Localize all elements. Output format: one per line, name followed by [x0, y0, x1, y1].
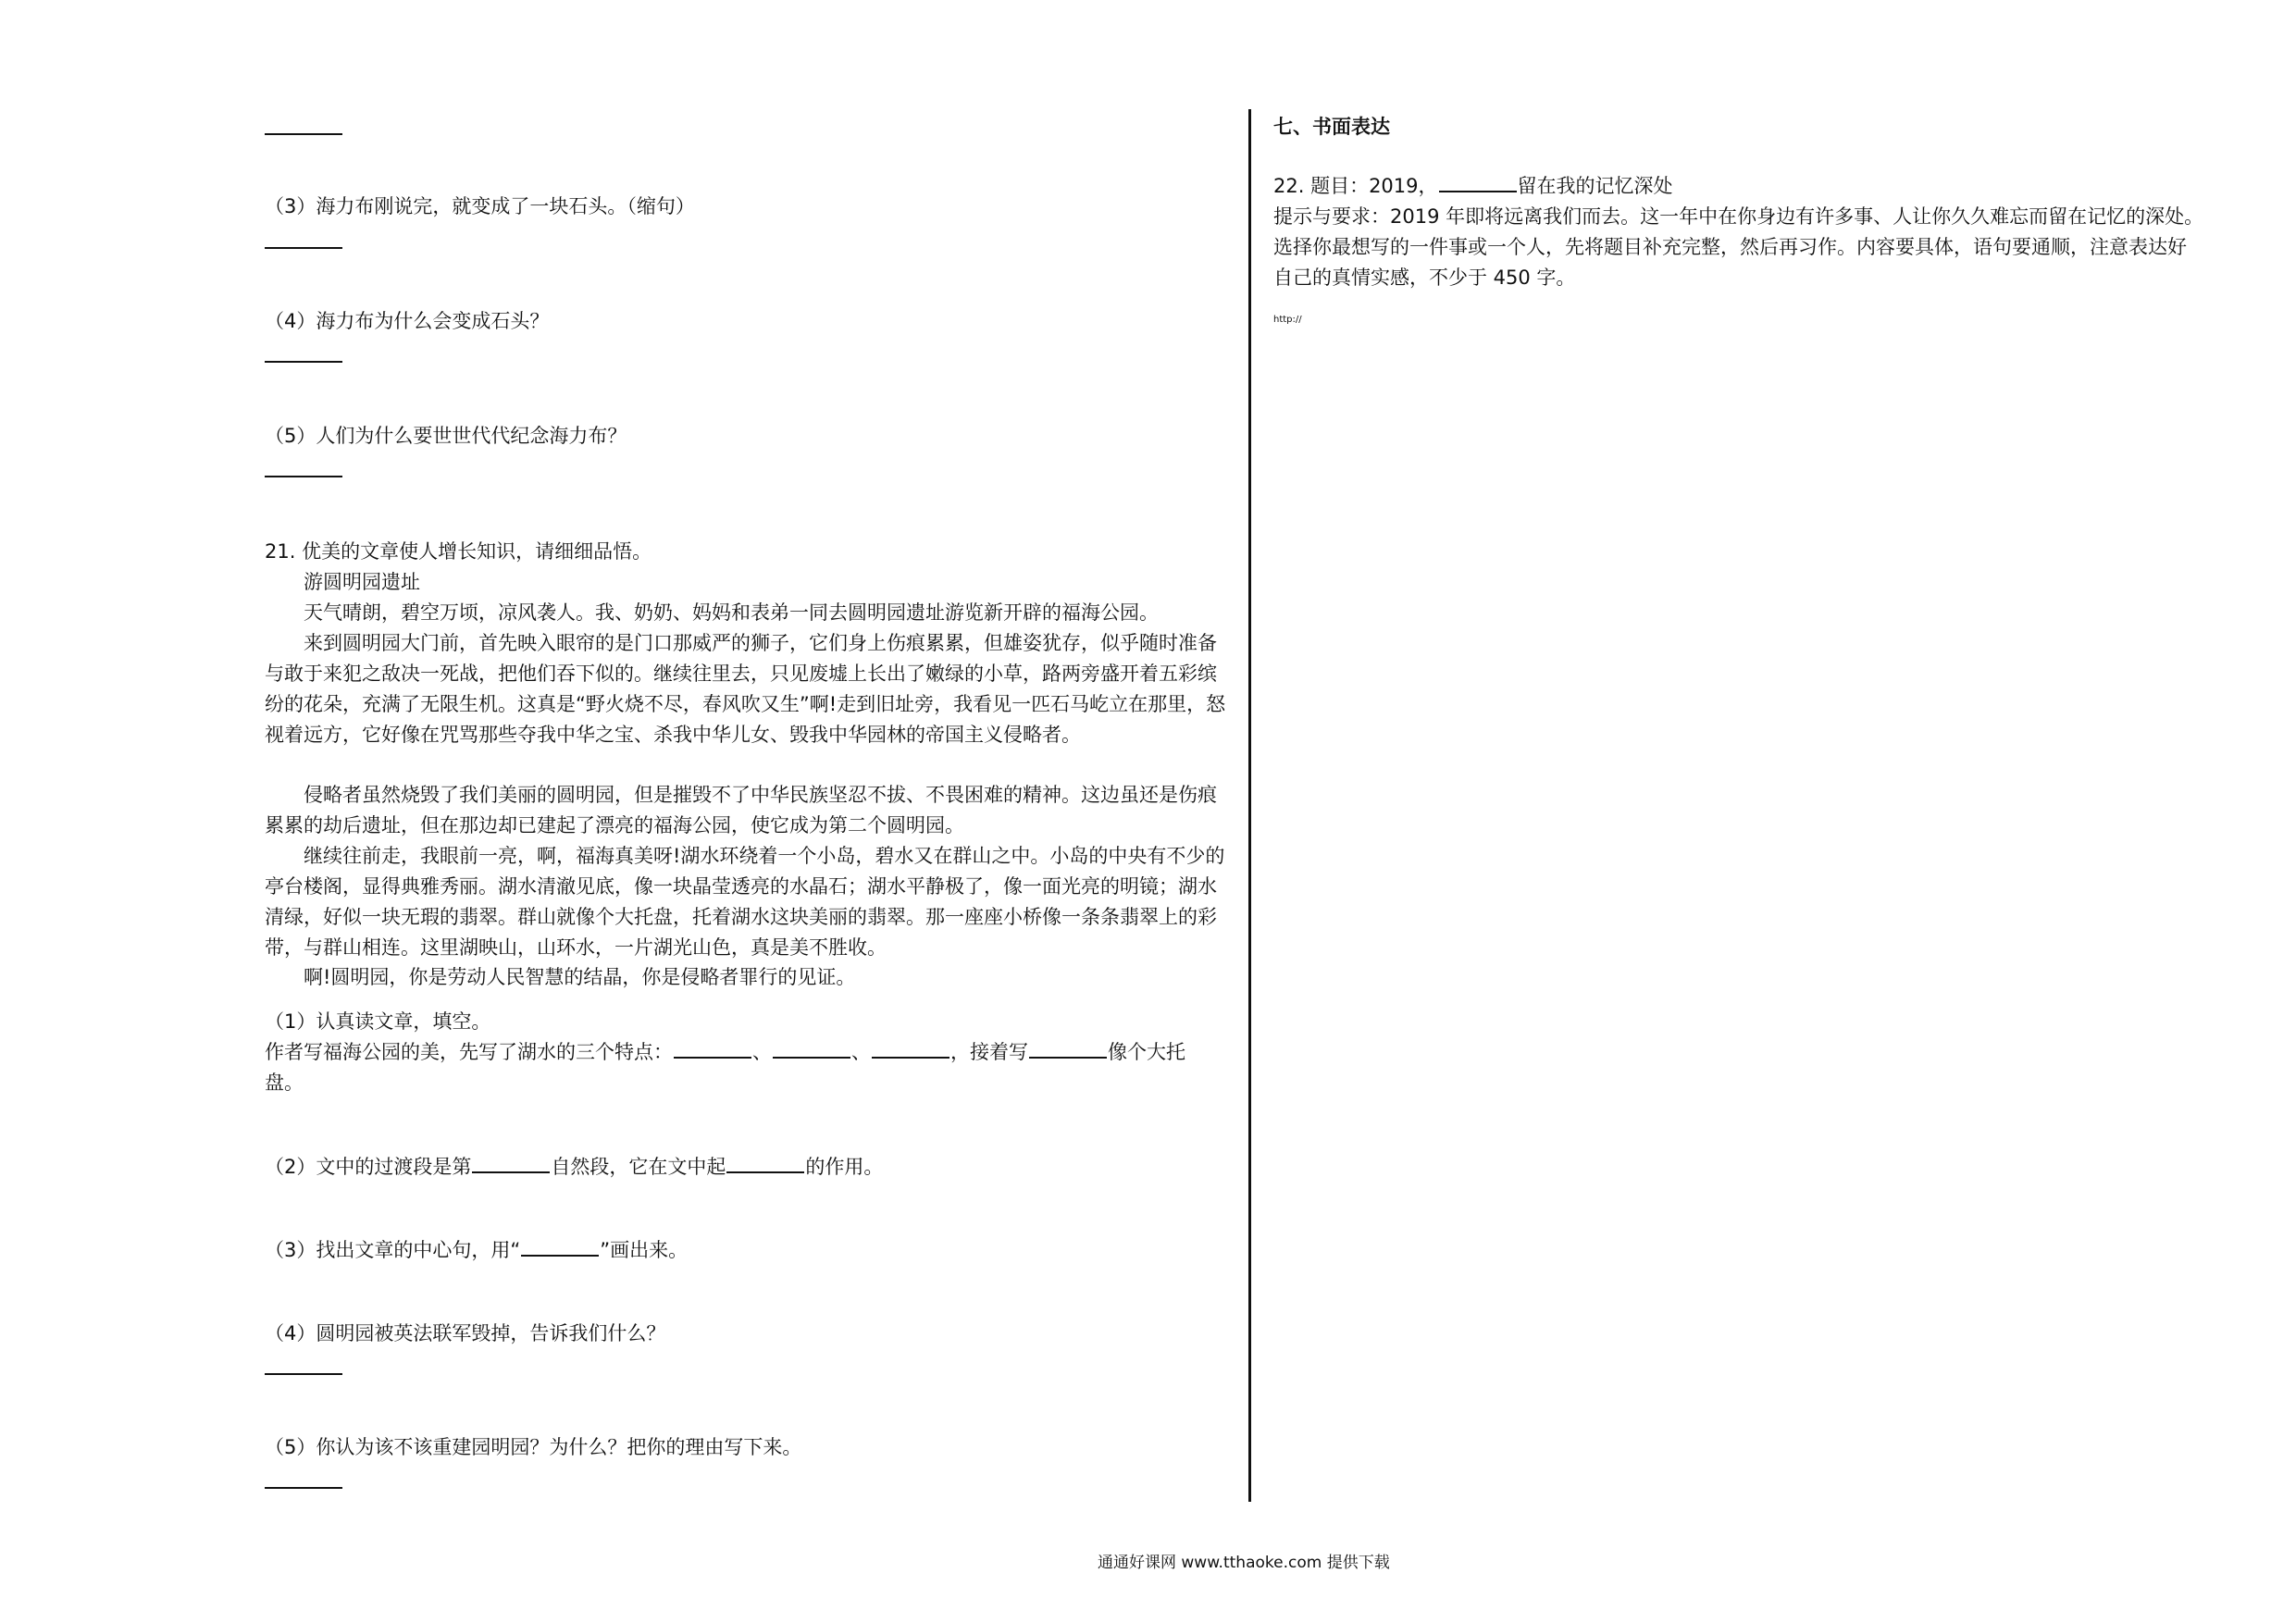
- separator: 、: [752, 1041, 772, 1063]
- answer-line[interactable]: [265, 247, 342, 249]
- q21-sub2-a: （2）文中的过渡段是第: [265, 1156, 472, 1178]
- fill-blank[interactable]: [674, 1038, 751, 1059]
- section-heading: 七、书面表达: [1273, 116, 1390, 138]
- separator: 、: [851, 1041, 871, 1063]
- q21-sub4: （4）圆明园被英法联军毁掉，告诉我们什么？: [265, 1322, 666, 1344]
- url-text: http://: [1273, 315, 1302, 325]
- article-paragraph: 天气晴朗，碧空万顷，凉风袭人。我、奶奶、妈妈和表弟一同去圆明园遗址游览新开辟的福海公园。: [304, 601, 1159, 624]
- q21-heading: 21. 优美的文章使人增长知识，请细细品悟。: [265, 540, 652, 563]
- footer: 通通好课网 www.tthaoke.com 提供下载: [1098, 1554, 1390, 1572]
- article-title: 游圆明园遗址: [304, 571, 420, 593]
- q21-sub2-b: 自然段，它在文中起: [551, 1156, 726, 1178]
- article-paragraph: 继续往前走，我眼前一亮，啊，福海真美呀!湖水环绕着一个小岛，碧水又在群山之中。小岛的中央有不少的亭台楼阁，显得典雅秀丽。湖水清澈见底，像一块晶莹透亮的水晶石；湖水平静极了，像一面光亮的明镜；湖水清绿，好似一块无瑕的翡翠。群山就像个大托盘，托着湖水这块美丽的翡翠。那一座座小桥像一条条翡翠上的彩带，与群山相连。这里湖映山，山环水，一片湖光山色，真是美不胜收。: [265, 845, 1225, 959]
- fill-blank[interactable]: [472, 1153, 550, 1173]
- fill-blank[interactable]: [1029, 1038, 1107, 1059]
- q22-requirement: 选择你最想写的一件事或一个人，先将题目补充完整，然后再习作。内容要具体，语句要通顺，注意表达好: [1273, 236, 2187, 258]
- q21-sub3: [265, 1235, 688, 1266]
- q20-sub5: （5）人们为什么要世世代代纪念海力布？: [265, 425, 627, 447]
- fill-blank[interactable]: [773, 1038, 850, 1059]
- q20-sub3: （3）海力布刚说完，就变成了一块石头。（缩句）: [265, 195, 695, 217]
- q21-sub1-text: [265, 1037, 1185, 1068]
- q22-title: [1273, 171, 1673, 202]
- q21-sub3-b: ”画出来。: [600, 1239, 689, 1261]
- answer-line[interactable]: [265, 1487, 342, 1489]
- q22-requirement: 提示与要求：2019 年即将远离我们而去。这一年中在你身边有许多事、人让你久久难忘而留在记忆的深处。: [1273, 205, 2204, 228]
- q20-sub4: （4）海力布为什么会变成石头？: [265, 310, 550, 332]
- q21-sub5: （5）你认为该不该重建园明园？为什么？把你的理由写下来。: [265, 1436, 802, 1458]
- q21-sub1-text-a: 作者写福海公园的美，先写了湖水的三个特点：: [265, 1041, 673, 1063]
- q21-sub2: [265, 1152, 883, 1183]
- q21-sub1-text-end: 盘。: [265, 1072, 304, 1094]
- column-divider: [1248, 109, 1251, 1502]
- answer-line[interactable]: [265, 1373, 342, 1375]
- q22-requirement: 自己的真情实感，不少于 450 字。: [1273, 266, 1576, 289]
- fill-blank[interactable]: [521, 1236, 599, 1257]
- q21-sub1-text-b: ，接着写: [950, 1041, 1028, 1063]
- article-paragraph: 啊!圆明园，你是劳动人民智慧的结晶，你是侵略者罪行的见证。: [304, 966, 856, 988]
- q22-title-b: 留在我的记忆深处: [1517, 175, 1673, 197]
- fill-blank[interactable]: [726, 1153, 804, 1173]
- article-paragraph: 来到圆明园大门前，首先映入眼帘的是门口那威严的狮子，它们身上伤痕累累，但雄姿犹存，似乎随时准备与敢于来犯之敌决一死战，把他们吞下似的。继续往里去，只见废墟上长出了嫩绿的小草，路两旁盛开着五彩缤纷的花朵，充满了无限生机。这真是“野火烧不尽，春风吹又生”啊!走到旧址旁，我看见一匹石马屹立在那里，怒视着远方，它好像在咒骂那些夺我中华之宝、杀我中华儿女、毁我中华园林的帝国主义侵略者。: [265, 632, 1226, 746]
- answer-line[interactable]: [265, 133, 342, 135]
- fill-blank[interactable]: [1439, 172, 1517, 192]
- article-paragraph: 侵略者虽然烧毁了我们美丽的圆明园，但是摧毁不了中华民族坚忍不拔、不畏困难的精神。这边虽还是伤痕累累的劫后遗址，但在那边却已建起了漂亮的福海公园，使它成为第二个圆明园。: [265, 784, 1217, 836]
- q21-sub1-title: （1）认真读文章，填空。: [265, 1010, 491, 1033]
- answer-line[interactable]: [265, 476, 342, 477]
- answer-line[interactable]: [265, 361, 342, 363]
- q21-sub3-a: （3）找出文章的中心句，用“: [265, 1239, 521, 1261]
- fill-blank[interactable]: [872, 1038, 949, 1059]
- q21-sub2-c: 的作用。: [805, 1156, 884, 1178]
- q21-sub1-text-c: 像个大托: [1108, 1041, 1185, 1063]
- q22-title-a: 22. 题目：2019，: [1273, 175, 1438, 197]
